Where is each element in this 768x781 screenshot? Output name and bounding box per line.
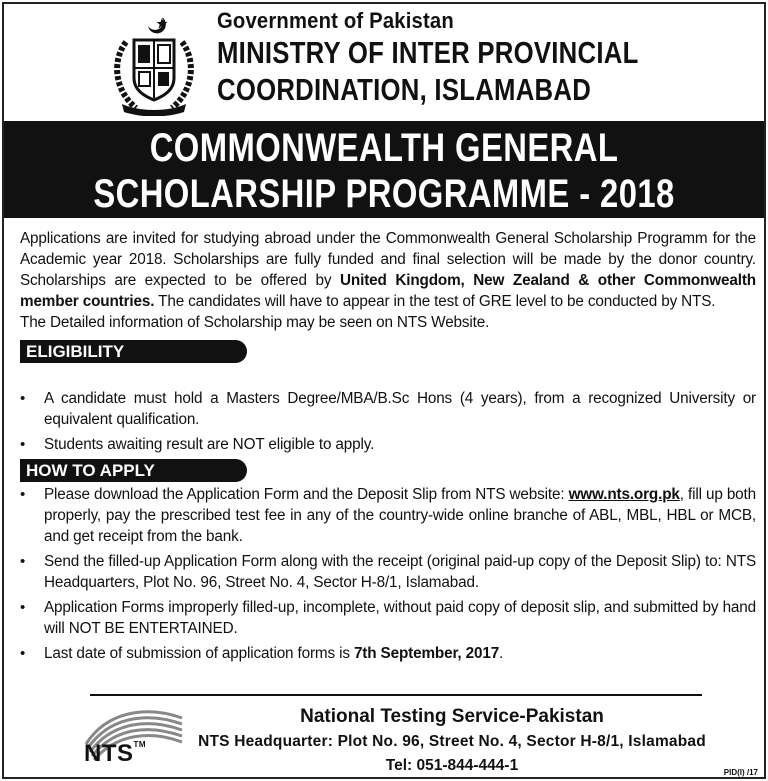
intro-paragraph [20,228,756,312]
footer-address: NTS Headquarter: Plot No. 96, Street No. 4, Sector H-8/1, Islamabad [198,733,706,750]
footer-info [194,704,710,778]
list-item: • Send the filled-up Application Form along with the receipt (original paid-up copy of the Deposit Slip) to: NTS Headquarters, Plot No. 96, Street No. 4, Sector H-8/1, Islamabad. [20,551,756,593]
deadline-text: Last date of submission of application forms is [44,645,354,662]
list-item [20,643,756,664]
list-item: • Application Forms improperly filled-up, incomplete, without paid copy of deposit slip, and submitted by hand will NOT BE ENTERTAINED. [20,597,756,639]
banner-line-1: COMMONWEALTH GENERAL [149,126,619,170]
footer-title: National Testing Service-Pakistan [300,706,604,727]
pid-number: PID(I) /17 [723,768,758,777]
intro-text: Applications are invited for studying abroad under the Commonwealth General Scholarship Programm for the Academic year 2018. Scholarships are fully funded and final selection will be made by the donor country. Scholarships are expected to be offered by [20,230,756,289]
ministry-line-2: COORDINATION, ISLAMABAD [217,72,592,107]
eligibility-heading: ELIGIBILITY CRITERIA [20,340,247,363]
title-banner [4,121,764,218]
trademark-mark: TM [133,740,147,749]
government-title: Government of Pakistan [217,8,454,33]
intro-text-2: The candidates will have to appear in the test of GRE level to be conducted by NTS. [154,293,716,310]
main-content [20,228,756,668]
nts-website-link[interactable]: www.nts.org.pk [568,486,680,503]
ministry-line-1: MINISTRY OF INTER PROVINCIAL [217,35,639,70]
deadline-text: . [499,645,504,662]
how-to-apply-heading: HOW TO APPLY [20,459,247,482]
header [4,4,764,121]
apply-step-text: , fill up both properly, pay the prescribed test fee in any of the country-wide online branche of ABL, MBL, HBL or MCB, and get receipt from the bank. [44,486,756,545]
intro-countries: United Kingdom, New Zealand & other Commonwealth member countries. [20,272,756,310]
eligibility-list [20,388,756,455]
list-item [20,484,756,547]
footer-telephone: Tel: 051-844-444-1 [385,757,519,774]
banner-line-2: SCHOLARSHIP PROGRAMME - 2018 [93,172,675,216]
intro-website-note: The Detailed information of Scholarship may be seen on NTS Website. [20,314,490,331]
list-item: • Students awaiting result are NOT eligible to apply. [20,434,756,455]
deadline-date: 7th September, 2017 [353,645,500,662]
footer-divider [90,694,702,696]
advertisement-frame [2,2,766,779]
apply-step-text: Please download the Application Form and the Deposit Slip from NTS website: [44,486,569,503]
pakistan-emblem-icon [104,12,204,116]
list-item: • A candidate must hold a Masters Degree/MBA/B.Sc Hons (4 years), from a recognized University or equivalent qualification. [20,388,756,430]
how-to-apply-list [20,484,756,664]
nts-logo-text [84,740,146,768]
nts-wordmark: NTS [84,740,134,767]
